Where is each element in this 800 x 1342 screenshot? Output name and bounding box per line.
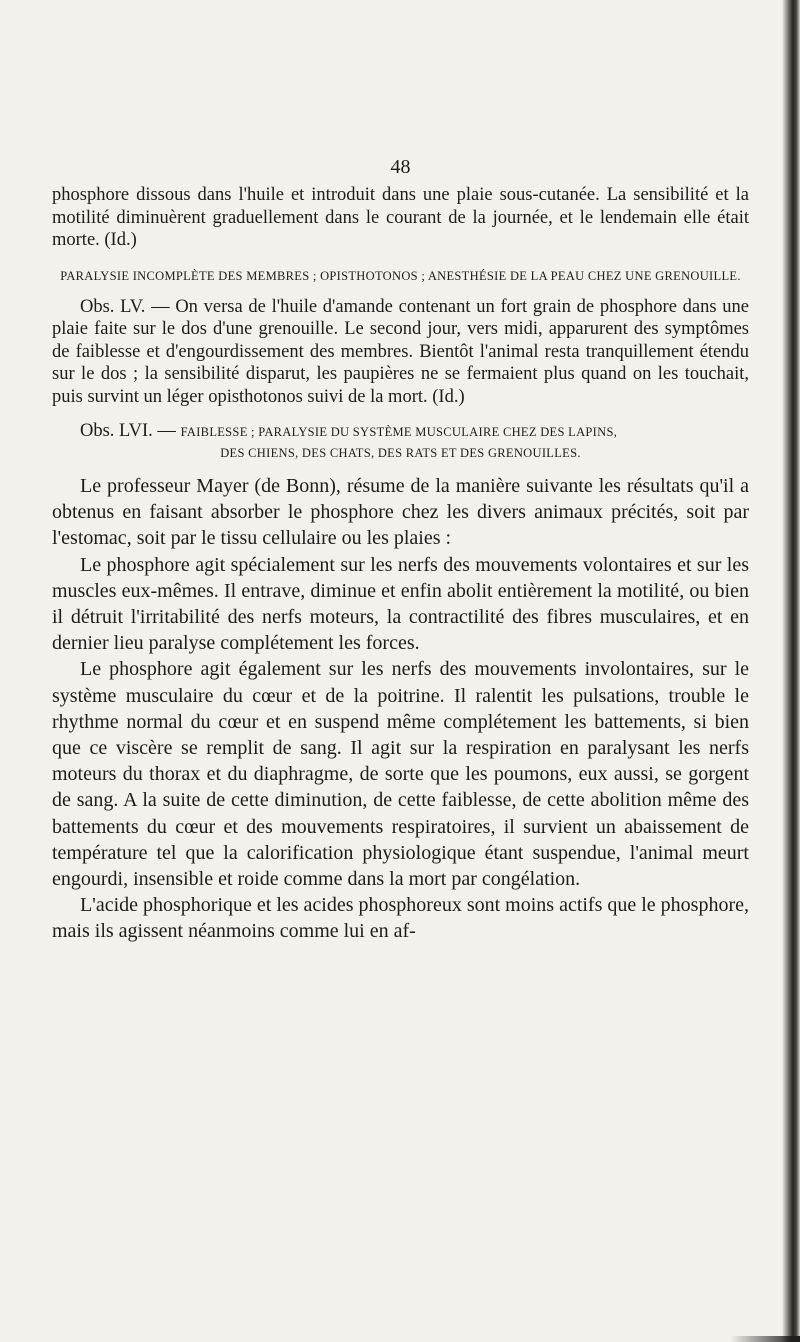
page-edge-shadow — [782, 0, 800, 1342]
intro-text: phosphore dissous dans l'huile et introduit dans une plaie sous-cutanée. La sensibilité et la motilité diminuèrent graduellement dans le courant de la journée, et le lendemain elle était morte. (Id.) — [52, 185, 749, 250]
observation-lvi-heading — [52, 420, 749, 443]
observation-lvi-label: Obs. LVI. — — [80, 421, 181, 441]
observation-lvi-subtitle: DES CHIENS, DES CHATS, DES RATS ET DES GRENOUILLES. — [220, 446, 581, 460]
paragraph-involuntary-nerves: Le phosphore agit également sur les nerfs des mouvements involontaires, sur le système musculaire du cœur et de la poitrine. Il ralentit les pulsations, trouble le rhythme normal du cœur et en suspend même complétement les battements, si bien que ce viscère se remplit de sang. Il agit sur la respiration en paralysant les nerfs moteurs du thorax et du diaphragme, de sorte que les poumons, eux aussi, se gorgent de sang. A la suite de cette diminution, de cette faiblesse, de cette abolition même des battements du cœur et des mouvements respiratoires, il survient un abaissement de température tel que la calorification physiologique étant suspendue, l'animal meurt engourdi, insensible et roide comme dans la mort par congélation. — [52, 658, 749, 891]
observation-lvi-title: FAIBLESSE ; PARALYSIE DU SYSTÈME MUSCULAIRE CHEZ DES LAPINS, — [180, 425, 618, 439]
paragraph-mayer: Le professeur Mayer (de Bonn), résume de la manière suivante les résultats qu'il a obtenus en faisant absorber le phosphore chez les divers animaux précités, soit par l'estomac, soit par le tissu cellulaire ou les plaies : — [52, 475, 749, 550]
paragraph-acids: L'acide phosphorique et les acides phosphoreux sont moins actifs que le phosphore, mais ils agissent néanmoins comme lui en af- — [52, 894, 750, 943]
page-corner-shadow — [730, 1336, 800, 1342]
section-heading: PARALYSIE INCOMPLÈTE DES MEMBRES ; OPISTHOTONOS ; ANESTHÉSIE DE LA PEAU CHEZ UNE GRENOUILLE. — [60, 268, 741, 283]
page-number: 48 — [390, 156, 411, 178]
observation-lv: Obs. LV. — On versa de l'huile d'amande contenant un fort grain de phosphore dans une plaie faite sur le dos d'une grenouille. Le second jour, vers midi, apparurent des symptômes de faiblesse et d'engourdissement des membres. Bientôt l'animal resta tranquillement étendu sur le dos ; la sensibilité disparut, les paupières ne se fermaient plus quand on les touchait, puis survint un léger opisthotonos suivi de la mort. (Id.) — [52, 296, 749, 407]
paragraph-voluntary-nerves: Le phosphore agit spécialement sur les nerfs des mouvements volontaires et sur les muscles eux-mêmes. Il entrave, diminue et enfin abolit entièrement la motilité, ou bien il détruit l'irritabilité des nerfs moteurs, la contractilité des fibres musculaires, et en dernier lieu paralyse complétement les forces. — [52, 553, 749, 655]
book-page — [52, 156, 749, 945]
